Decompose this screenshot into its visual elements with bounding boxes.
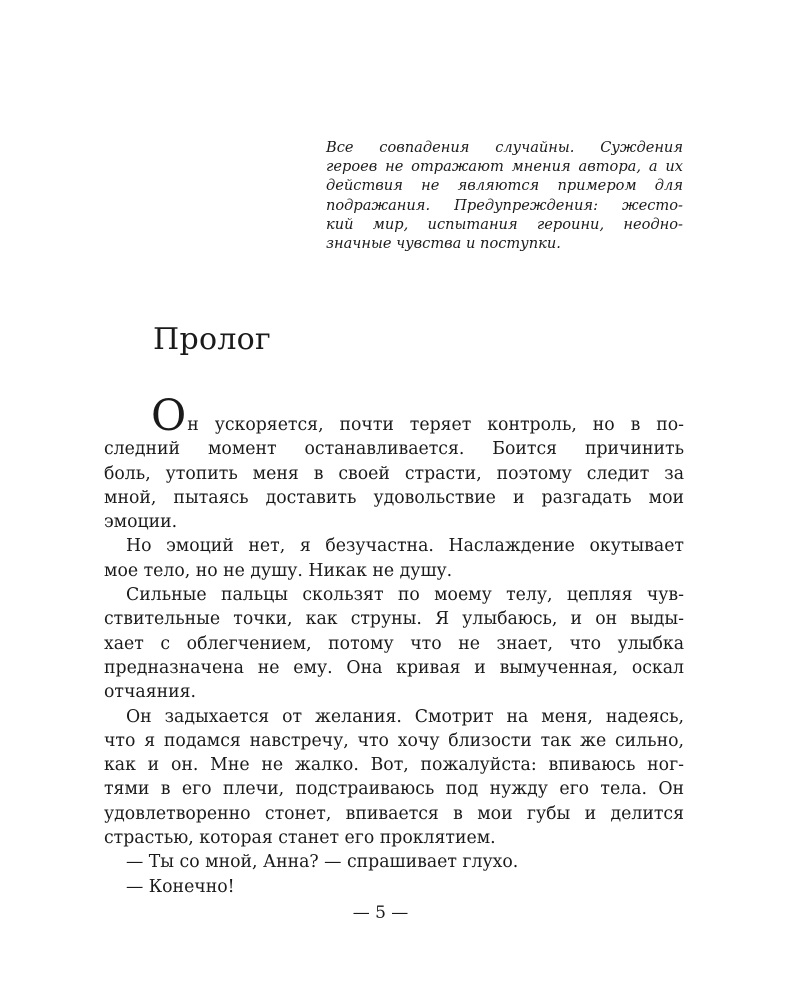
text-line: предназначена не ему. Она кривая и вымученная, оскал <box>104 657 684 678</box>
text-line: Сильные пальцы скользят по моему телу, цепляя чув- <box>126 585 684 606</box>
text-line: удовлетворенно стонет, впивается в мои губы и делится <box>104 803 684 824</box>
drop-cap: О <box>151 391 187 441</box>
epigraph-line: значные чувства и поступки. <box>326 235 561 253</box>
text-line: следний момент останавливается. Боится причинить <box>104 439 684 460</box>
text-line: хает с облегчением, потому что не знает, что улыбка <box>104 633 684 654</box>
text-line: как и он. Мне не жалко. Вот, пожалуйста: впиваюсь ног- <box>104 755 684 776</box>
text-line: эмоции. <box>104 512 178 533</box>
text-line: мое тело, но не душу. Никак не душу. <box>104 560 453 581</box>
text-line: ствительные точки, как струны. Я улыбаюсь, и он выды- <box>104 609 684 630</box>
text-line: тями в его плечи, подстраиваюсь под нужду его тела. Он <box>104 779 684 800</box>
epigraph-line: Все совпадения случайны. Суждения <box>326 139 683 156</box>
chapter-title: Пролог <box>153 322 272 357</box>
text-line: страстью, которая станет его проклятием. <box>104 828 496 849</box>
text-line <box>104 391 684 441</box>
paragraph <box>104 534 684 583</box>
text-line: боль, утопить меня в своей страсти, поэтому следит за <box>104 463 684 484</box>
text-line: что я подамся навстречу, что хочу близости так же сильно, <box>104 730 684 751</box>
epigraph <box>326 138 683 253</box>
epigraph-line: действия не являются примером для <box>326 177 683 195</box>
epigraph-line: героев не отражают мнения автора, а их <box>326 158 683 176</box>
dialogue-paragraph <box>104 850 684 874</box>
text-line: отчаяния. <box>104 682 197 703</box>
dialogue-line: — Конечно! <box>126 876 235 897</box>
text-line: Но эмоций нет, я безучастна. Наслаждение окутывает <box>126 536 684 557</box>
dialogue-paragraph <box>104 875 684 899</box>
paragraph <box>104 583 684 704</box>
page-number: — 5 — <box>352 903 409 923</box>
dialogue-line: — Ты со мной, Анна? — спрашивает глухо. <box>126 852 519 873</box>
text-line: Он задыхается от желания. Смотрит на меня, надеясь, <box>126 706 684 727</box>
paragraph <box>104 391 684 534</box>
epigraph-line: подражания. Предупреждения: жесто- <box>326 196 683 214</box>
paragraph <box>104 705 684 851</box>
text-line-rest: н ускоряется, почти теряет контроль, но в по- <box>187 415 684 435</box>
body-text <box>104 391 684 899</box>
epigraph-line: кий мир, испытания героини, неодно- <box>326 215 683 233</box>
text-line: мной, пытаясь доставить удовольствие и разгадать мои <box>104 487 684 508</box>
